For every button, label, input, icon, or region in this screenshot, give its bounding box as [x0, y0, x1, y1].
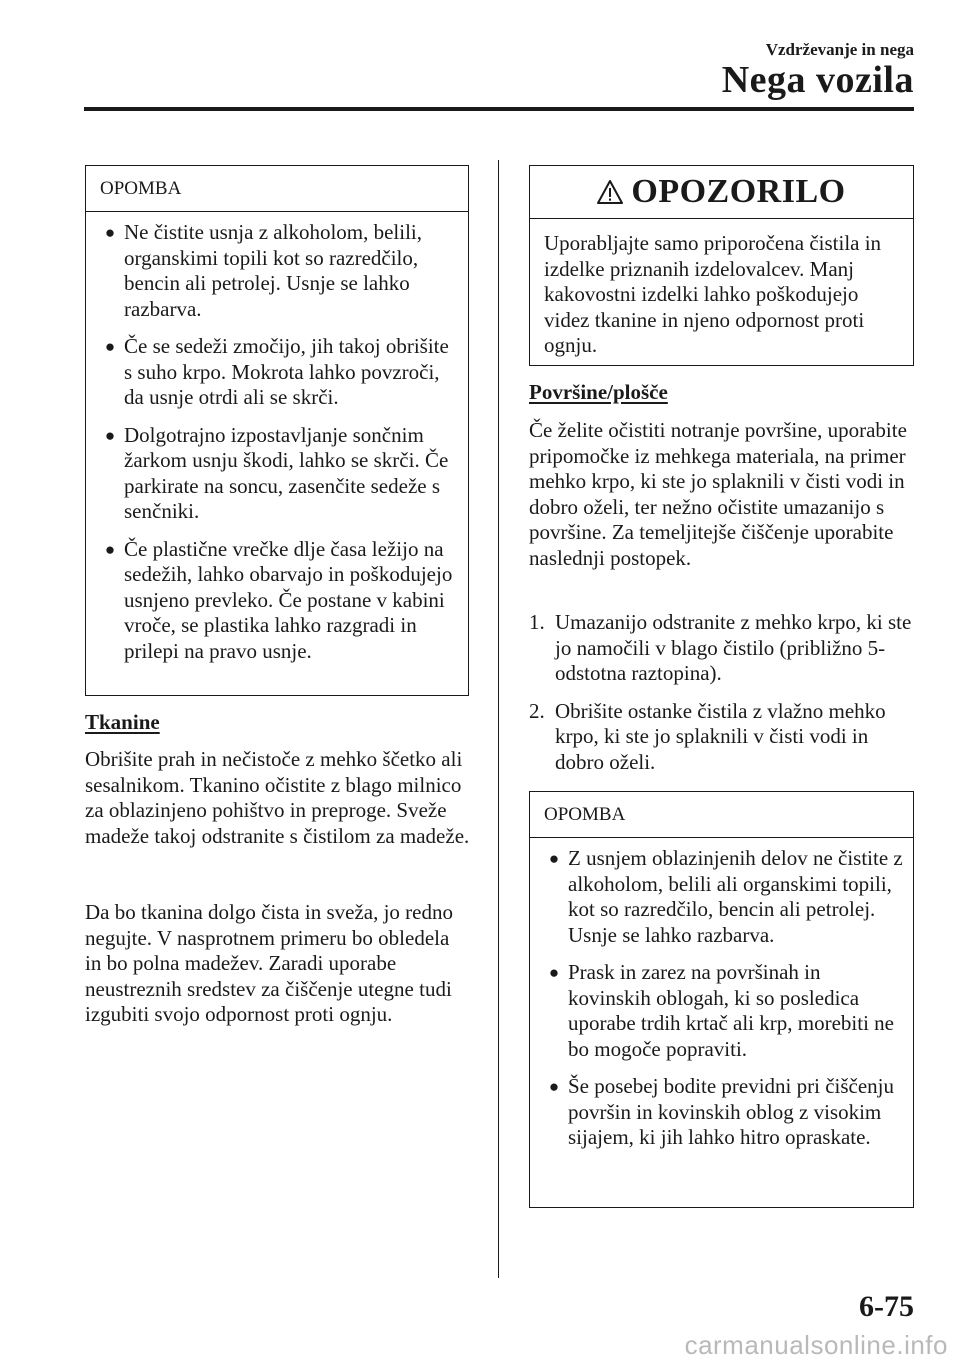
warning-text: Uporabljajte samo priporočena čistila in izdelke priznanih izdelovalcev. Manj kakovostni izdelki lahko poškodujejo videz tkanine in njeno odpornost proti ognju. — [544, 231, 882, 357]
note-body — [530, 838, 913, 1161]
bullet-icon: ● — [548, 849, 560, 868]
header-section-name: Vzdrževanje in nega — [765, 40, 914, 59]
note-item: ● Če plastične vrečke dlje časa ležijo na sedežih, lahko obarvajo in poškodujejo usnjeno prevleko. Če postane v kabini vroče, se plastika lahko razgradi in prilepi na pravo usnje. — [100, 537, 458, 665]
bullet-icon: ● — [104, 223, 116, 242]
bullet-icon: ● — [104, 539, 116, 559]
note-item: ● Dolgotrajno izpostavljanje sončnim žarkom usnju škodi, lahko se skrči. Če parkirate na soncu, zasenčite sedeže s senčniki. — [100, 423, 458, 525]
note-item: ● Še posebej bodite previdni pri čiščenju površin in kovinskih oblog z visokim sijajem, ki jih lahko hitro opraskate. — [544, 1074, 903, 1151]
fabrics-paragraph-2: Da bo tkanina dolgo čista in sveža, jo redno negujte. V nasprotnem primeru bo obledela in bo polna madežev. Zaradi uporabe neustreznih sredstev za čiščenje utegne tudi izgubiti svojo odpornost proti ognju. — [85, 900, 453, 1026]
header-rule — [84, 107, 914, 111]
note-title: OPOMBA — [86, 166, 468, 212]
page-number: 6-75 — [859, 1290, 914, 1323]
note-item: ● Če se sedeži zmočijo, jih takoj obrišite s suho krpo. Mokrota lahko povzroči, da usnje otrdi ali se skrči. — [100, 334, 458, 411]
note-title: OPOMBA — [530, 792, 913, 838]
step-item: 2. Obrišite ostanke čistila z vlažno mehko krpo, ki ste jo splaknili v čisti vodi in dobro oželi. — [529, 698, 886, 774]
column-divider — [498, 160, 499, 1278]
bullet-icon: ● — [548, 963, 560, 982]
section-title-fabrics: Tkanine — [85, 710, 160, 734]
cleaning-steps — [529, 610, 919, 787]
warning-header — [530, 166, 913, 219]
note-box-leather — [85, 165, 469, 696]
note-list — [100, 220, 458, 664]
page-title: Nega vozila — [721, 59, 914, 101]
warning-triangle-icon — [597, 179, 623, 205]
note-item: ● Z usnjem oblazinjenih delov ne čistite z alkoholom, belili ali organskimi topili, kot so razredčilo, bencin ali petrolej. Usnje se lahko razbarva. — [544, 846, 903, 948]
fabrics-paragraph-1: Obrišite prah in nečistoče z mehko ščetko ali sesalnikom. Tkanino očistite z blago milnico za oblazinjeno pohištvo in preproge. Sveže madeže takoj odstranite s čistilom za madeže. — [85, 747, 470, 848]
watermark: carmanualsonline.info — [684, 1330, 948, 1360]
bullet-icon: ● — [104, 425, 116, 445]
note-box-surfaces — [529, 791, 914, 1208]
bullet-icon: ● — [548, 1077, 560, 1096]
section-title-surfaces: Površine/plošče — [529, 380, 668, 404]
step-item: 1. Umazanijo odstranite z mehko krpo, ki ste jo namočili v blago čistilo (približno 5-odstotna raztopina). — [529, 610, 912, 685]
bullet-icon: ● — [104, 337, 116, 356]
note-list — [544, 846, 903, 1151]
warning-title: OPOZORILO — [631, 173, 846, 210]
note-item: ● Prask in zarez na površinah in kovinskih oblogah, ki so posledica uporabe trdih krtač ali krp, morebiti ne bo mogoče popraviti. — [544, 960, 903, 1062]
note-item: ● Ne čistite usnja z alkoholom, belili, organskimi topili kot so razredčilo, bencin ali petrolej. Usnje se lahko razbarva. — [100, 220, 458, 322]
warning-box — [529, 165, 914, 366]
surfaces-paragraph: Če želite očistiti notranje površine, uporabite pripomočke iz mehkega materiala, na primer mehko krpo, ki ste jo splaknili v čisti vodi in dobro oželi, ter nežno očistite umazanijo s površine. Za temeljitejše čiščenje uporabite naslednji postopek. — [529, 418, 907, 570]
note-body — [86, 212, 468, 674]
